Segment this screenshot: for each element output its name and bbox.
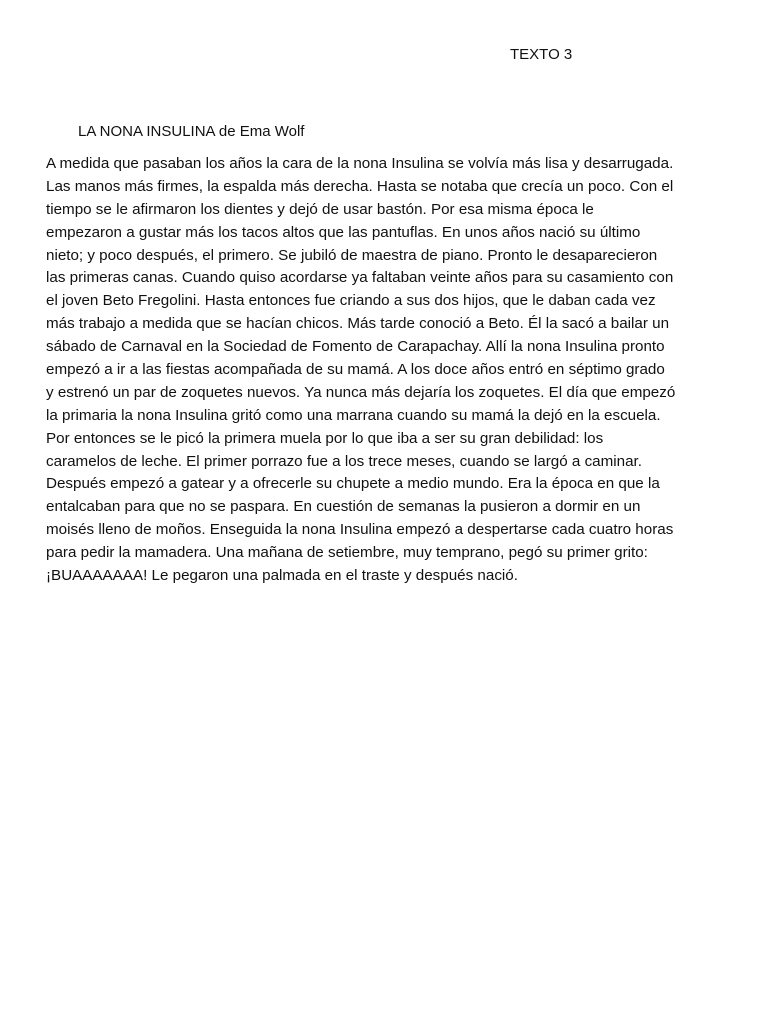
body-line: Las manos más firmes, la espalda más derecha. Hasta se notaba que crecía un poco. Con el bbox=[46, 177, 674, 195]
document-label: TEXTO 3 bbox=[510, 46, 573, 63]
body-line: tiempo se le afirmaron los dientes y dejó de usar bastón. Por esa misma época le bbox=[46, 200, 594, 218]
body-line: empezaron a gustar más los tacos altos que las pantuflas. En unos años nació su último bbox=[46, 223, 641, 241]
body-line: nieto; y poco después, el primero. Se jubiló de maestra de piano. Pronto le desaparecieron bbox=[46, 246, 658, 264]
body-line: ¡BUAAAAAAA! Le pegaron una palmada en el traste y después nació. bbox=[46, 567, 518, 585]
body-line: para pedir la mamadera. Una mañana de setiembre, muy temprano, pegó su primer grito: bbox=[46, 544, 648, 562]
body-line: y estrenó un par de zoquetes nuevos. Ya nunca más dejaría los zoquetes. El día que empezó bbox=[46, 383, 676, 401]
body-line: sábado de Carnaval en la Sociedad de Fomento de Carapachay. Allí la nona Insulina pronto bbox=[46, 338, 665, 356]
body-line: el joven Beto Fregolini. Hasta entonces fue criando a sus dos hijos, que le daban cada vez bbox=[46, 292, 656, 310]
body-line: las primeras canas. Cuando quiso acordarse ya faltaban veinte años para su casamiento con bbox=[46, 269, 674, 287]
body-line: más trabajo a medida que se hacían chicos. Más tarde conoció a Beto. Él la sacó a bailar un bbox=[46, 315, 670, 333]
body-line: entalcaban para que no se paspara. En cuestión de semanas la pusieron a dormir en un bbox=[46, 498, 641, 516]
body-line: Después empezó a gatear y a ofrecerle su chupete a medio mundo. Era la época en que la bbox=[46, 475, 660, 493]
body-line: Por entonces se le picó la primera muela por lo que iba a ser su gran debilidad: los bbox=[46, 429, 604, 447]
document-body bbox=[46, 153, 736, 588]
body-line: la primaria la nona Insulina gritó como una marrana cuando su mamá la dejó en la escuela. bbox=[46, 406, 661, 424]
body-line: A medida que pasaban los años la cara de la nona Insulina se volvía más lisa y desarrugada. bbox=[46, 155, 674, 172]
document-title: LA NONA INSULINA de Ema Wolf bbox=[78, 123, 305, 140]
body-line: caramelos de leche. El primer porrazo fue a los trece meses, cuando se largó a caminar. bbox=[46, 452, 642, 470]
body-line: empezó a ir a las fiestas acompañada de su mamá. A los doce años entró en séptimo grado bbox=[46, 361, 665, 379]
body-line: moisés lleno de moños. Enseguida la nona Insulina empezó a despertarse cada cuatro horas bbox=[46, 521, 674, 539]
